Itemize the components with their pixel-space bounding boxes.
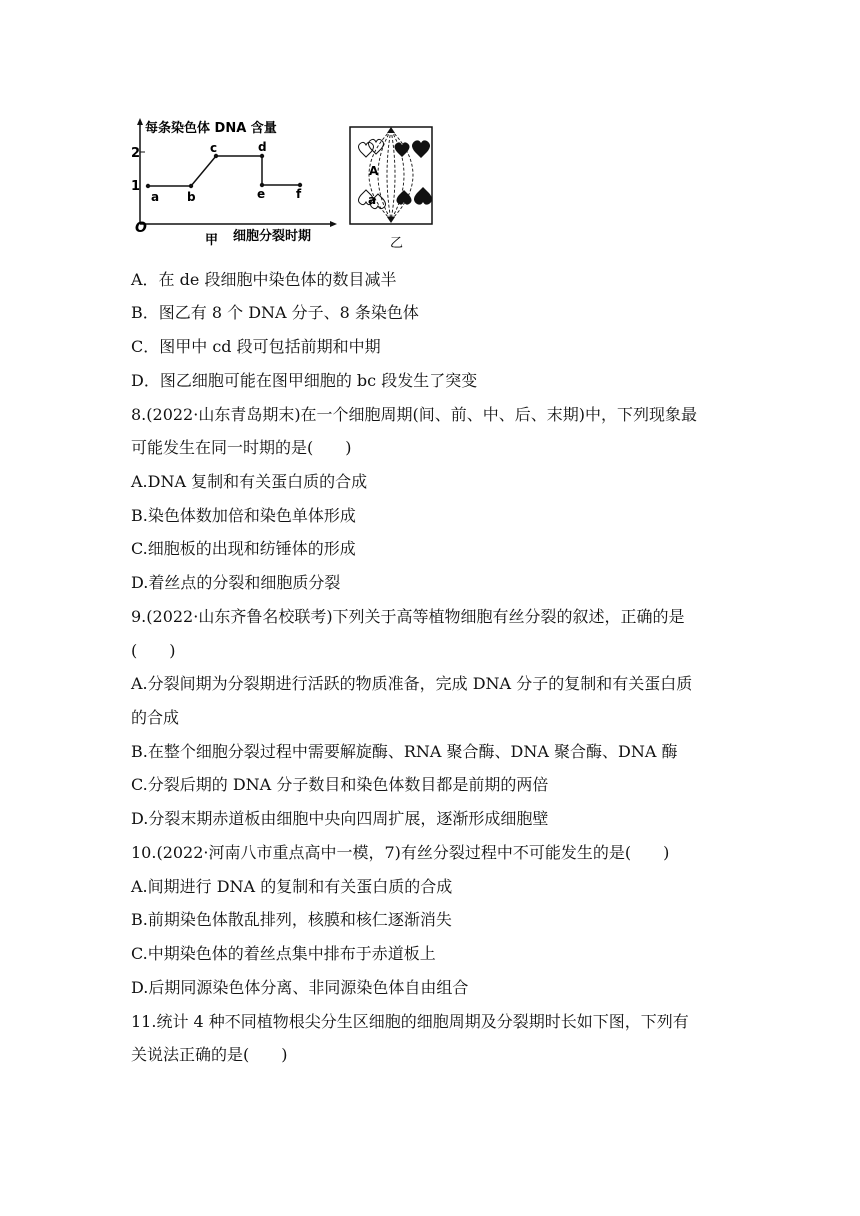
point-b (189, 184, 193, 188)
y-axis-arrow (137, 118, 143, 125)
q7-option-d: D．图乙细胞可能在图甲细胞的 bc 段发生了突变 (131, 371, 478, 390)
q9-stem-line1: 9.(2022·山东齐鲁名校联考)下列关于高等植物细胞有丝分裂的叙述，正确的是 (131, 607, 685, 626)
q10-option-b: B.前期染色体散乱排列，核膜和核仁逐渐消失 (131, 910, 452, 929)
pole-bottom (387, 217, 395, 223)
q9-option-d: D.分裂末期赤道板由细胞中央向四周扩展，逐渐形成细胞壁 (131, 809, 549, 828)
origin-label: O (135, 220, 147, 236)
q8-stem-line2: 可能发生在同一时期的是( ) (131, 438, 352, 457)
pole-top (387, 127, 395, 133)
point-label-b: b (187, 190, 196, 204)
point-label-e: e (257, 187, 266, 201)
x-axis-arrow (330, 221, 337, 227)
figure-area (125, 112, 455, 257)
q9-option-b: B.在整个细胞分裂过程中需要解旋酶、RNA 聚合酶、DNA 聚合酶、DNA 酶 (131, 742, 678, 761)
q9-option-a: A.分裂间期为分裂期进行活跃的物质准备，完成 DNA 分子的复制和有关蛋白质 (131, 674, 693, 693)
q7-option-b: B．图乙有 8 个 DNA 分子、8 条染色体 (131, 303, 419, 322)
q7-option-c: C．图甲中 cd 段可包括前期和中期 (131, 337, 381, 356)
q10-option-c: C.中期染色体的着丝点集中排布于赤道板上 (131, 944, 436, 963)
q8-option-c: C.细胞板的出现和纺锤体的形成 (131, 539, 356, 558)
point-a (146, 184, 150, 188)
q9-option-c: C.分裂后期的 DNA 分子数目和染色体数目都是前期的两倍 (131, 775, 549, 794)
q10-stem-line1: 10.(2022·河南八市重点高中一模，7)有丝分裂过程中不可能发生的是( ) (131, 843, 670, 862)
q10-option-a: A.间期进行 DNA 的复制和有关蛋白质的合成 (131, 877, 453, 896)
point-label-a: a (151, 190, 160, 204)
figure-yi-caption: 乙 (390, 236, 404, 251)
gene-label-a: a (368, 193, 377, 207)
point-label-c: c (210, 141, 218, 155)
gene-label-A: A (369, 164, 379, 178)
q8-option-b: B.染色体数加倍和染色单体形成 (131, 506, 356, 525)
q9-stem-line2: ( ) (131, 641, 176, 660)
figure-jia-caption: 甲 (205, 233, 219, 248)
q9-option-a-cont: 的合成 (131, 708, 180, 727)
point-label-f: f (296, 187, 302, 201)
y-axis-label: 每条染色体 DNA 含量 (145, 121, 277, 136)
q8-option-a: A.DNA 复制和有关蛋白质的合成 (131, 472, 368, 491)
y-tick-2: 2 (131, 146, 141, 161)
q8-stem-line1: 8.(2022·山东青岛期末)在一个细胞周期(间、前、中、后、末期)中，下列现象最 (131, 405, 698, 424)
q8-option-d: D.着丝点的分裂和细胞质分裂 (131, 573, 341, 592)
point-d (260, 154, 264, 158)
x-axis-label: 细胞分裂时期 (233, 229, 312, 244)
y-tick-1: 1 (131, 179, 141, 194)
q10-option-d: D.后期同源染色体分离、非同源染色体自由组合 (131, 978, 469, 997)
q11-stem-line1: 11.统计 4 种不同植物根尖分生区细胞的细胞周期及分裂期时长如下图，下列有 (131, 1012, 689, 1031)
q11-stem-line2: 关说法正确的是( ) (131, 1045, 288, 1064)
figure-svg (125, 112, 455, 257)
point-label-d: d (258, 140, 267, 154)
q7-option-a: A．在 de 段细胞中染色体的数目减半 (131, 270, 397, 289)
dna-content-line (148, 156, 300, 186)
